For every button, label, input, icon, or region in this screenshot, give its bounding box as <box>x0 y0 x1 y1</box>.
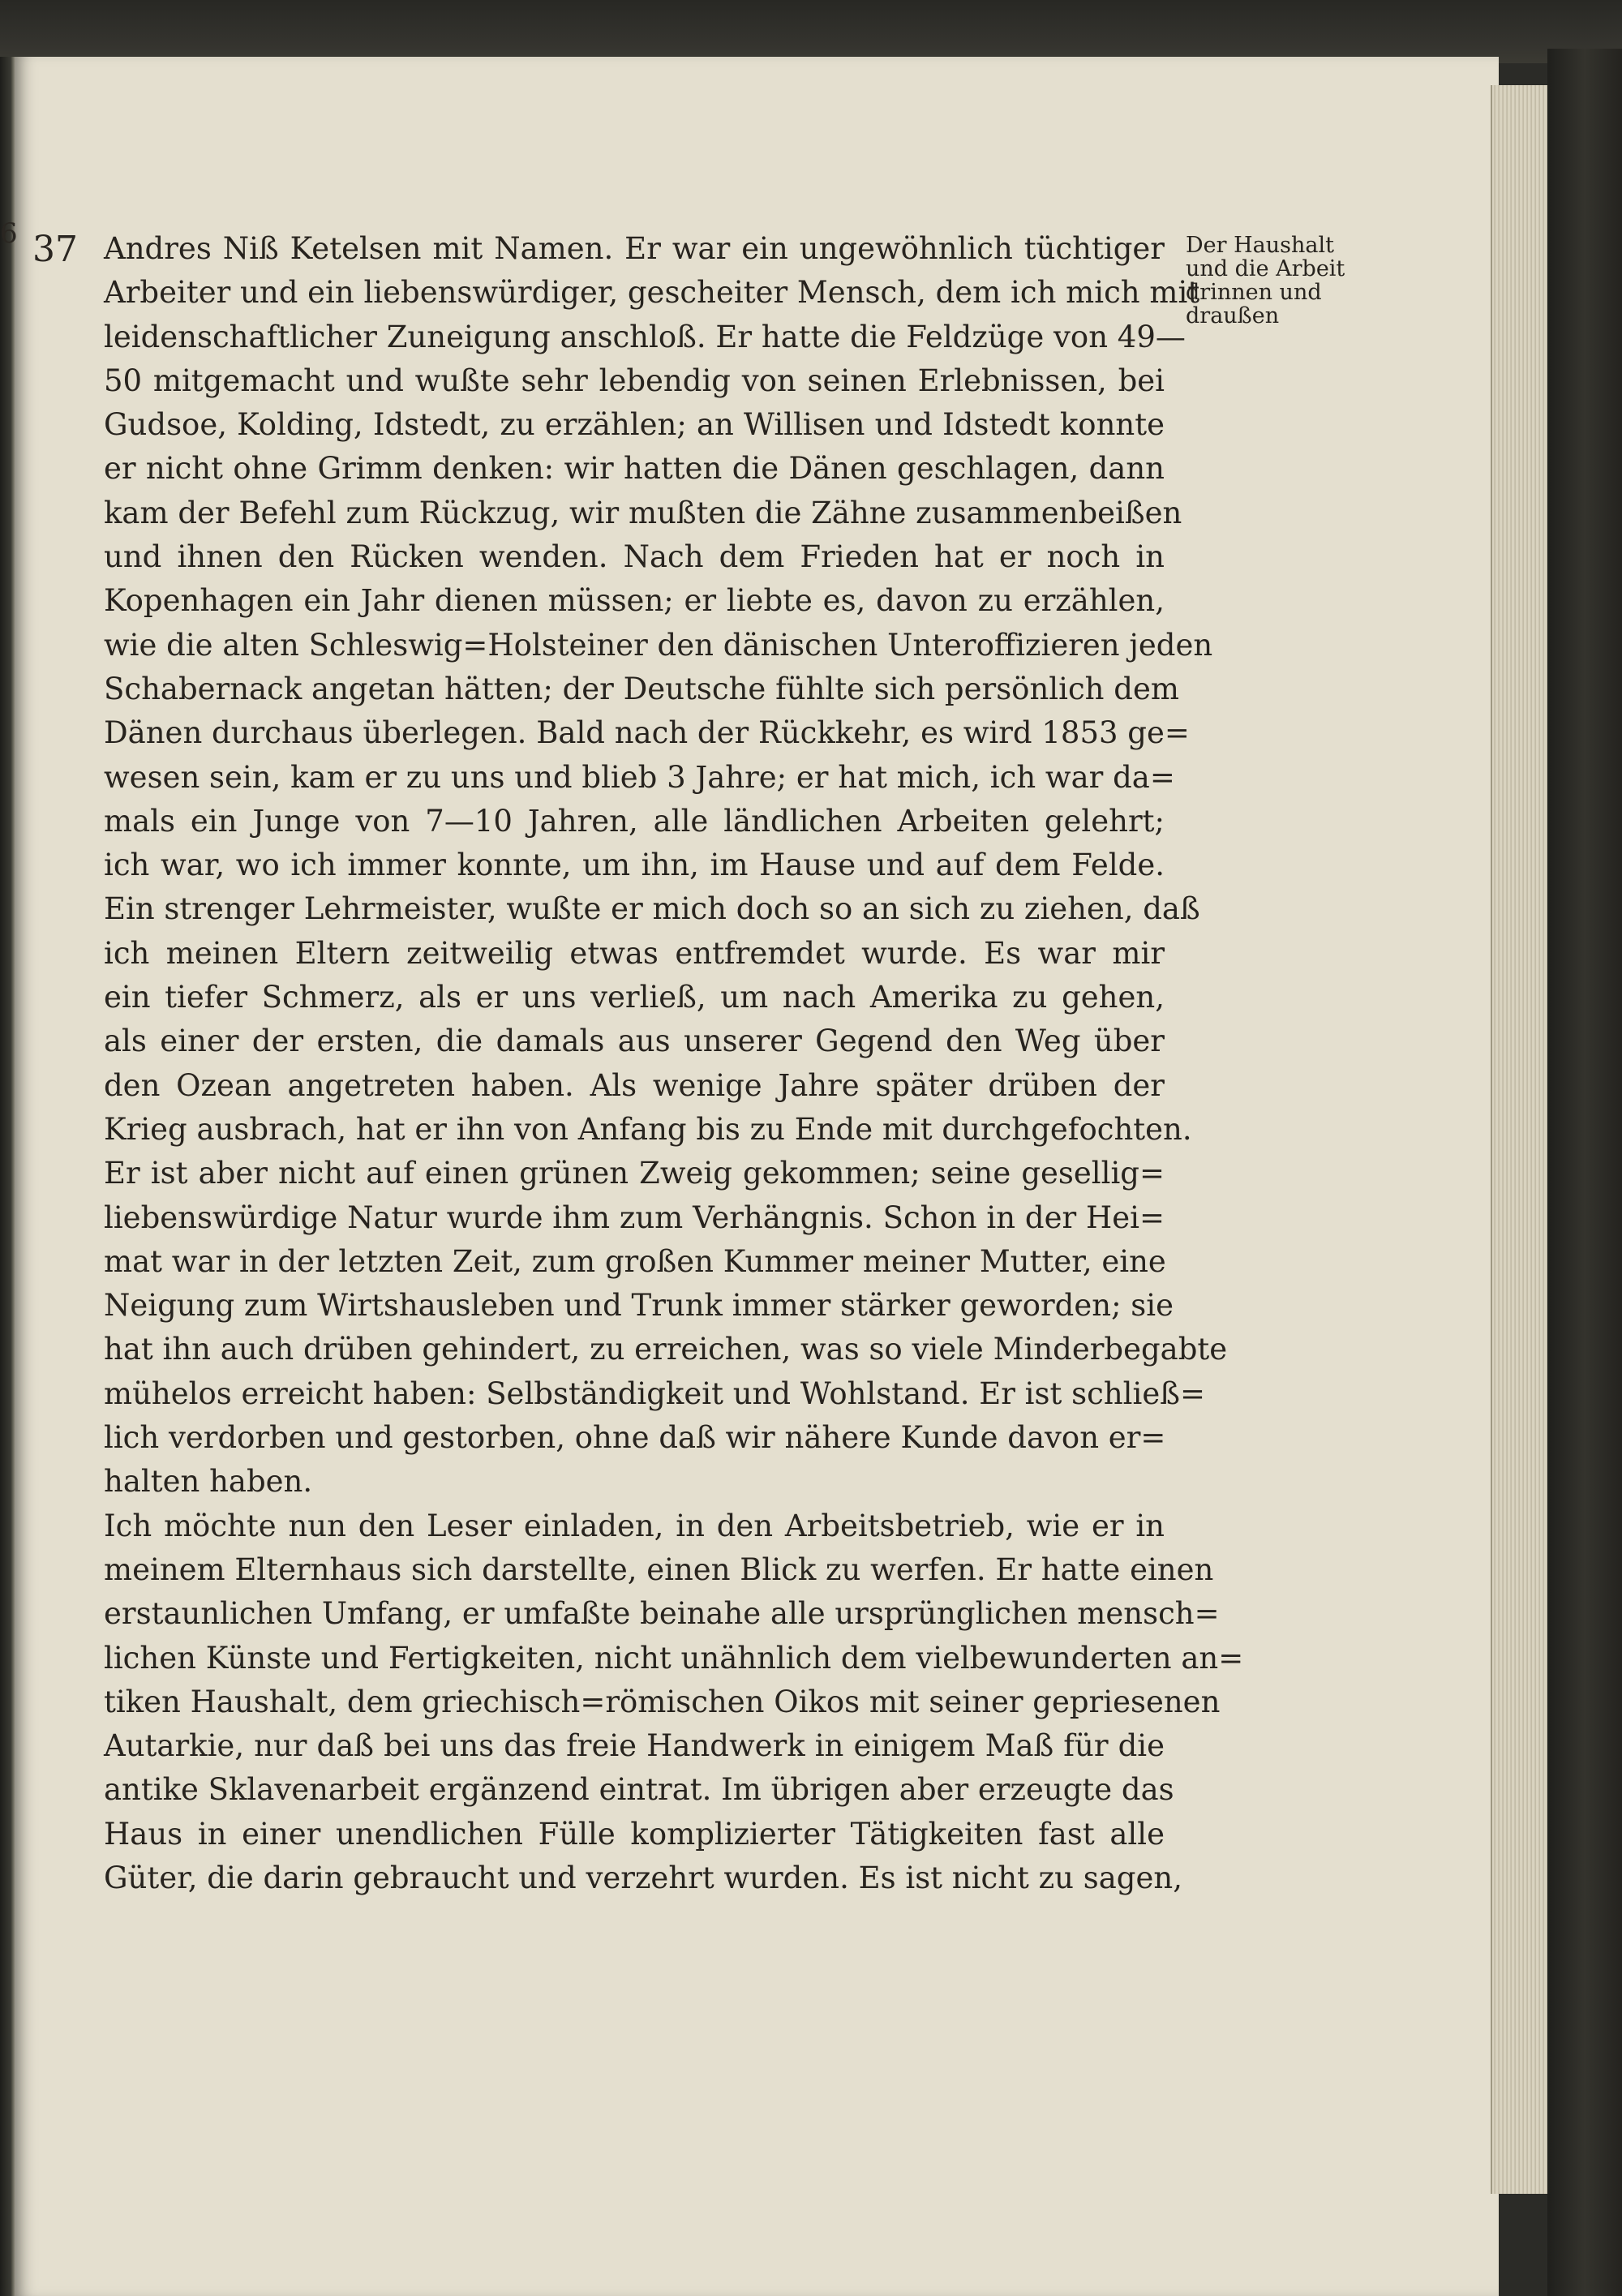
text-line: Neigung zum Wirtshausleben und Trunk immer stärker geworden; sie <box>104 1288 1174 1324</box>
margin-note-line: drinnen und <box>1186 280 1322 305</box>
margin-note-line: Der Haushalt <box>1186 233 1334 258</box>
text-line: den Ozean angetreten haben. Als wenige Jahre später drüben der <box>104 1067 1165 1103</box>
text-line: ich meinen Eltern zeitweilig etwas entfremdet wurde. Es war mir <box>104 935 1165 971</box>
text-line: ich war, wo ich immer konnte, um ihn, im Hause und auf dem Felde. <box>104 848 1165 883</box>
margin-note-line: draußen <box>1186 303 1280 328</box>
margin-note <box>1186 234 1397 328</box>
text-line: lich verdorben und gestorben, ohne daß wir nähere Kunde davon er= <box>104 1420 1166 1456</box>
text-line: erstaunlichen Umfang, er umfaßte beinahe alle ursprünglichen mensch= <box>104 1596 1220 1632</box>
text-line: mühelos erreicht haben: Selbständigkeit und Wohlstand. Er ist schließ= <box>104 1375 1205 1411</box>
facing-page-glyph: 6 <box>0 217 18 250</box>
text-line: mat war in der letzten Zeit, zum großen Kummer meiner Mutter, eine <box>104 1243 1166 1279</box>
book-cover-right <box>1547 49 1622 2296</box>
margin-note-line: und die Arbeit <box>1186 256 1345 281</box>
text-line: leidenschaftlicher Zuneigung anschloß. Er hatte die Feldzüge von 49— <box>104 319 1186 354</box>
text-line: tiken Haushalt, dem griechisch=römischen Oikos mit seiner gepriesenen <box>104 1684 1221 1719</box>
text-line: Haus in einer unendlichen Fülle komplizierter Tätigkeiten fast alle <box>104 1816 1165 1852</box>
text-line: kam der Befehl zum Rückzug, wir mußten die Zähne zusammenbeißen <box>104 495 1182 530</box>
text-line: Arbeiter und ein liebenswürdiger, gescheiter Mensch, dem ich mich mit <box>104 275 1200 311</box>
text-line: mals ein Junge von 7—10 Jahren, alle ländlichen Arbeiten gelehrt; <box>104 803 1165 839</box>
text-line: hat ihn auch drüben gehindert, zu erreichen, was so viele Minderbegabte <box>104 1332 1228 1367</box>
text-line: Dänen durchaus überlegen. Bald nach der Rückkehr, es wird 1853 ge= <box>104 715 1190 751</box>
text-line: wesen sein, kam er zu uns und blieb 3 Jahre; er hat mich, ich war da= <box>104 759 1175 795</box>
text-line: wie die alten Schleswig=Holsteiner den dänischen Unteroffizieren jeden <box>104 627 1213 663</box>
text-line: er nicht ohne Grimm denken: wir hatten die Dänen geschlagen, dann <box>104 451 1165 487</box>
text-line: 50 mitgemacht und wußte sehr lebendig von seinen Erlebnissen, bei <box>104 363 1165 398</box>
book-cover-top <box>0 0 1622 63</box>
text-line: Schabernack angetan hätten; der Deutsche fühlte sich persönlich dem <box>104 671 1179 706</box>
text-line: liebenswürdige Natur wurde ihm zum Verhängnis. Schon in der Hei= <box>104 1199 1165 1235</box>
text-line: Gudsoe, Kolding, Idstedt, zu erzählen; an Willisen und Idstedt konnte <box>104 407 1165 443</box>
text-line: ein tiefer Schmerz, als er uns verließ, um nach Amerika zu gehen, <box>104 980 1165 1015</box>
text-line: und ihnen den Rücken wenden. Nach dem Frieden hat er noch in <box>104 539 1165 575</box>
text-line: Kopenhagen ein Jahr dienen müssen; er liebte es, davon zu erzählen, <box>104 583 1165 619</box>
text-line: meinem Elternhaus sich darstellte, einen Blick zu werfen. Er hatte einen <box>104 1551 1214 1587</box>
text-line: Krieg ausbrach, hat er ihn von Anfang bis zu Ende mit durchgefochten. <box>104 1111 1192 1147</box>
text-line: lichen Künste und Fertigkeiten, nicht unähnlich dem vielbewunderten an= <box>104 1640 1244 1676</box>
text-line: Güter, die darin gebraucht und verzehrt wurden. Es ist nicht zu sagen, <box>104 1860 1182 1895</box>
text-line: halten haben. <box>104 1464 313 1500</box>
text-line: antike Sklavenarbeit ergänzend eintrat. Im übrigen aber erzeugte das <box>104 1772 1174 1808</box>
paragraph <box>104 1504 1244 1901</box>
text-line: Autarkie, nur daß bei uns das freie Handwerk in einigem Maß für die <box>104 1728 1165 1764</box>
page-number: 37 <box>32 229 78 270</box>
paragraph <box>104 227 1228 1504</box>
page-stack-edges <box>1491 85 1549 2194</box>
text-line: als einer der ersten, die damals aus unserer Gegend den Weg über <box>104 1024 1165 1059</box>
text-line: Andres Niß Ketelsen mit Namen. Er war ein ungewöhnlich tüchtiger <box>104 231 1165 266</box>
text-line: Er ist aber nicht auf einen grünen Zweig gekommen; seine gesellig= <box>104 1156 1165 1191</box>
text-line: Ich möchte nun den Leser einladen, in den Arbeitsbetrieb, wie er in <box>104 1508 1165 1543</box>
text-line: Ein strenger Lehrmeister, wußte er mich doch so an sich zu ziehen, daß <box>104 891 1200 927</box>
